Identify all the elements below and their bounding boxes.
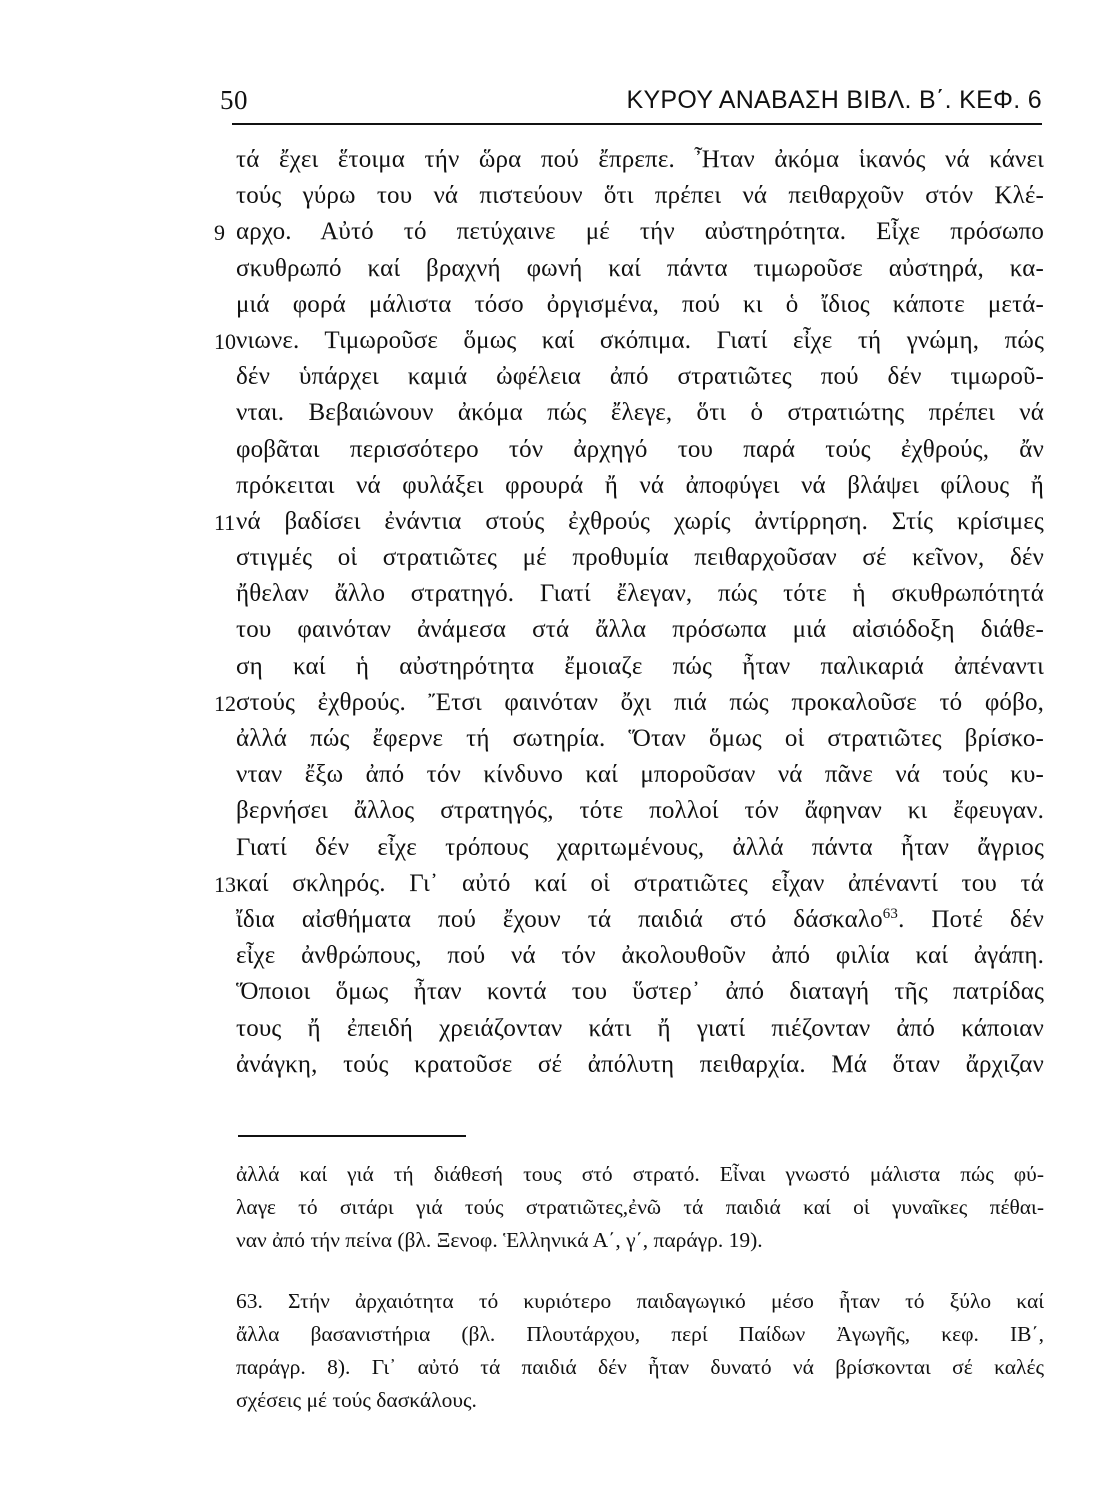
page-header [220, 82, 1042, 118]
line-text: αρχο. Αὐτό τό πετύχαινε μέ τήν αὐστηρότητα. Εἶχε πρόσωπο [236, 218, 1044, 246]
text-line [0, 756, 1100, 792]
line-text: Ὅποιοι ὅμως ἦταν κοντά του ὕστερ᾿ ἀπό διαταγή τῆς πατρίδας [236, 978, 1044, 1006]
line-text: βερνήσει ἄλλος στρατηγός, τότε πολλοί τόν ἄφηναν κι ἔφευγαν. [236, 797, 1044, 825]
text-line [0, 720, 1100, 756]
text-line [0, 358, 1100, 394]
text-line [0, 141, 1100, 177]
footnote-line: 63. Στήν ἀρχαιότητα τό κυριότερο παιδαγωγικό μέσο ἦταν τό ξύλο καί [236, 1289, 1044, 1313]
text-line [0, 177, 1100, 213]
text-line [0, 250, 1100, 286]
line-text: στιγμές οἱ στρατιῶτες μέ προθυμία πειθαρχοῦσαν σέ κεῖνον, δέν [236, 544, 1044, 572]
section-number: 10 [214, 328, 236, 354]
text-line [0, 829, 1100, 865]
section-number: 11 [214, 509, 236, 535]
line-text: τούς γύρω του νά πιστεύουν ὅτι πρέπει νά πειθαρχοῦν στόν Κλέ- [236, 182, 1044, 210]
text-line [0, 394, 1100, 430]
line-text: νιωνε. Τιμωροῦσε ὅμως καί σκόπιμα. Γιατί εἶχε τή γνώμη, πώς [236, 326, 1044, 354]
text-line [0, 467, 1100, 503]
text-line [0, 792, 1100, 828]
footnote-line: λαγε τό σιτάρι γιά τούς στρατιῶτες,ἐνῶ τά παιδιά καί οἱ γυναῖκες πέθαι- [236, 1195, 1044, 1219]
line-text: στούς ἐχθρούς. Ἔτσι φαινόταν ὄχι πιά πώς προκαλοῦσε τό φόβο, [236, 688, 1044, 716]
footnote-line: παράγρ. 8). Γι᾿ αὐτό τά παιδιά δέν ἦταν δυνατό νά βρίσκονται σέ καλές [236, 1355, 1044, 1379]
text-line [0, 648, 1100, 684]
line-text: ἀλλά πώς ἔφερνε τή σωτηρία. Ὅταν ὅμως οἱ στρατιῶτες βρίσκο- [236, 725, 1044, 752]
header-rule [232, 123, 1042, 125]
line-text: νταν ἔξω ἀπό τόν κίνδυνο καί μποροῦσαν νά πᾶνε νά τούς κυ- [236, 761, 1044, 789]
line-text: μιά φορά μάλιστα τόσο ὀργισμένα, πού κι ὁ ἴδιος κάποτε μετά- [236, 290, 1044, 318]
text-line [0, 684, 1100, 720]
text-line [0, 286, 1100, 322]
text-line [0, 575, 1100, 611]
line-text: ἴδια αἰσθήματα πού ἔχουν τά παιδιά στό δάσκαλο$^{63}$. Ποτέ δέν [236, 905, 1044, 933]
footnote-ref: 63 [882, 905, 899, 922]
footnote-continuation [0, 1158, 1100, 1257]
line-text: ἤθελαν ἄλλο στρατηγό. Γιατί ἔλεγαν, πώς τότε ἡ σκυθρωπότητά [236, 580, 1044, 608]
footnote-63 [0, 1285, 1100, 1417]
line-text: ση καί ἡ αὐστηρότητα ἔμοιαζε πώς ἦταν παλικαριά ἀπέναντι [236, 652, 1044, 680]
footnotes [0, 1158, 1100, 1417]
running-head: ΚΥΡΟΥ ΑΝΑΒΑΣΗ ΒΙΒΛ. Β΄. ΚΕΦ. 6 [626, 86, 1042, 114]
line-text: νά βαδίσει ἐνάντια στούς ἐχθρούς χωρίς ἀντίρρηση. Στίς κρίσιμες [236, 507, 1044, 535]
text-line [0, 503, 1100, 539]
footnote-gap [0, 1257, 1100, 1285]
text-line [0, 431, 1100, 467]
line-text: του φαινόταν ἀνάμεσα στά ἄλλα πρόσωπα μιά αἰσιόδοξη διάθε- [236, 616, 1044, 644]
line-text: πρόκειται νά φυλάξει φρουρά ἤ νά ἀποφύγει νά βλάψει φίλους ἤ [236, 471, 1044, 499]
line-text: καί σκληρός. Γι᾿ αὐτό καί οἱ στρατιῶτες εἶχαν ἀπέναντί του τά [236, 869, 1044, 897]
main-text [0, 141, 1100, 1082]
line-text: νται. Βεβαιώνουν ἀκόμα πώς ἔλεγε, ὅτι ὁ στρατιώτης πρέπει νά [236, 399, 1044, 427]
text-line [0, 1010, 1100, 1046]
text-line [0, 539, 1100, 575]
text-line [0, 973, 1100, 1009]
text-line [0, 937, 1100, 973]
line-text: τά ἔχει ἕτοιμα τήν ὥρα πού ἔπρεπε. Ἦταν ἀκόμα ἱκανός νά κάνει [236, 146, 1044, 173]
text-line [0, 213, 1100, 249]
text-line [0, 611, 1100, 647]
section-number: 13 [214, 871, 236, 897]
footnote-line: σχέσεις μέ τούς δασκάλους. [236, 1388, 477, 1412]
text-line [0, 865, 1100, 901]
line-text: δέν ὑπάρχει καμιά ὠφέλεια ἀπό στρατιῶτες πού δέν τιμωροῦ- [236, 363, 1044, 391]
footnote-line: ἀλλά καί γιά τή διάθεσή τους στό στρατό. Εἶναι γνωστό μάλιστα πώς φύ- [236, 1162, 1044, 1186]
line-text: ἀνάγκη, τούς κρατοῦσε σέ ἀπόλυτη πειθαρχία. Μά ὅταν ἄρχιζαν [236, 1050, 1044, 1078]
line-text: εἶχε ἀνθρώπους, πού νά τόν ἀκολουθοῦν ἀπό φιλία καί ἀγάπη. [236, 942, 1044, 970]
line-text: σκυθρωπό καί βραχνή φωνή καί πάντα τιμωροῦσε αὐστηρά, κα- [236, 254, 1044, 282]
line-text: Γιατί δέν εἶχε τρόπους χαριτωμένους, ἀλλά πάντα ἦταν ἄγριος [236, 833, 1044, 861]
text-line [0, 1046, 1100, 1082]
line-text: φοβᾶται περισσότερο τόν ἀρχηγό του παρά τούς ἐχθρούς, ἄν [236, 435, 1044, 463]
footnote-line: ἄλλα βασανιστήρια (βλ. Πλουτάρχου, περί Παίδων Ἀγωγῆς, κεφ. ΙΒ΄, [236, 1322, 1044, 1346]
line-text: τους ἤ ἐπειδή χρειάζονταν κάτι ἤ γιατί πιέζονταν ἀπό κάποιαν [236, 1014, 1044, 1042]
section-number: 12 [214, 690, 236, 716]
text-line [0, 322, 1100, 358]
page-number: 50 [220, 85, 248, 115]
section-number: 9 [214, 220, 225, 246]
footnote-rule [238, 1135, 466, 1137]
footnote-line: ναν ἀπό τήν πείνα (βλ. Ξενοφ. Ἑλληνικά Α΄, γ΄, παράγρ. 19). [236, 1228, 763, 1252]
text-line [0, 901, 1100, 937]
